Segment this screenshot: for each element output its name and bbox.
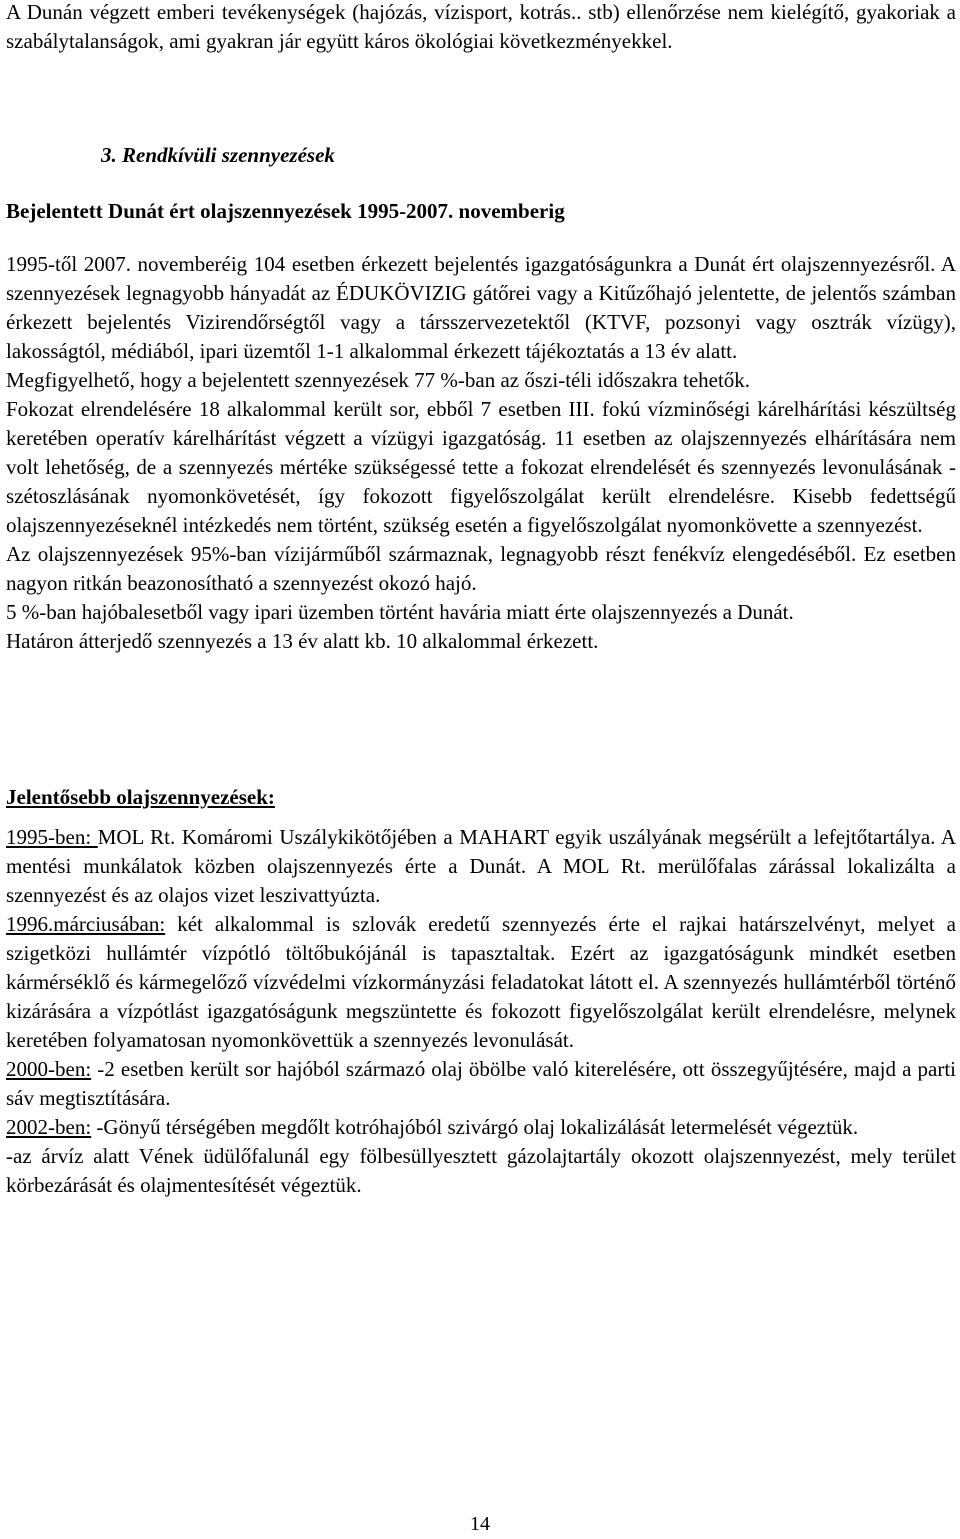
incident-text: MOL Rt. Komáromi Uszálykikötőjében a MAHART egyik uszályának megsérült a lefejtőtartálya. A mentési munkálatok közben olajszennyezés érte a Dunát. A MOL Rt. merülőfalas zárással lokalizálta a szennyezést és az olajos vizet leszivattyúzta.: [6, 825, 956, 907]
incident-text: két alkalommal is szlovák eredetű szennyezés érte el rajkai határszelvényt, melyet a szigetközi hullámtér vízpótló töltőbukójánál is tapasztaltak. Ezért az igazgatóságunk mindkét esetben kármérséklő és kármegelőző vízvédelmi vízkormányzási feladatokat látott el. A szennyezés hullámtérből történő kizárására a vízpótlást igazgatóságunk megszüntette és fokozott figyelőszolgálat került elrendelésre, melynek keretében folyamatosan nyomonkövettük a szennyezés levonulását.: [6, 912, 956, 1052]
incident-text: -Gönyű térségében megdőlt kotróhajóból szivárgó olaj lokalizálását letermelését végeztük.: [91, 1115, 859, 1139]
incident-label: 2002-ben:: [6, 1115, 92, 1139]
paragraph-vessel-sources: Az olajszennyezések 95%-ban vízijárműből származnak, legnagyobb részt fenékvíz elengedéséből. Ez esetben nagyon ritkán beazonosítható a szennyezést okozó hajó.: [6, 542, 956, 595]
page-number: 14: [470, 1513, 490, 1535]
incident-2000: [6, 1055, 956, 1113]
incident-text: -az árvíz alatt Vének üdülőfalunál egy fölbesüllyesztett gázolajtartály okozott olajszennyezést, mely terület körbezárását és olajmentesítését végeztük.: [6, 1144, 956, 1197]
incident-text: -2 esetben került sor hajóból származó olaj öbölbe való kiterelésére, ott összegyűjtésére, majd a parti sáv megtisztítására.: [6, 1057, 956, 1110]
notable-incidents-heading: Jelentősebb olajszennyezések:: [6, 785, 275, 809]
incident-2002: [6, 1113, 956, 1142]
paragraph-accidents: 5 %-ban hajóbalesetből vagy ipari üzemben történt havária miatt érte olajszennyezés a Dunát.: [6, 600, 794, 624]
incident-flood: [6, 1142, 956, 1200]
main-body: [6, 250, 956, 656]
paragraph-reports: 1995-től 2007. novemberéig 104 esetben érkezett bejelentés igazgatóságunkra a Dunát ért olajszennyezésről. A szennyezések legnagyobb hányadát az ÉDUKÖVIZIG gátőrei vagy a Kitűzőhajó jelentette, de jelentős számban érkezett bejelentés Vizirendőrségtől vagy a társszervezetektől (KTVF, pozsonyi vagy osztrák vízügy), lakosságtól, médiából, ipari üzemtől 1-1 alkalommal érkezett tájékoztatás a 13 év alatt.: [6, 252, 956, 363]
paragraph-cross-border: Határon átterjedő szennyezés a 13 év alatt kb. 10 alkalommal érkezett.: [6, 629, 599, 653]
incident-1996: [6, 910, 956, 1055]
incident-label: 1995-ben:: [6, 825, 98, 849]
intro-paragraph: A Dunán végzett emberi tevékenységek (hajózás, vízisport, kotrás.. stb) ellenőrzése nem kielégítő, gyakoriak a szabálytalanságok, ami gyakran jár együtt káros ökológiai következményekkel.: [6, 0, 956, 53]
incident-label: 2000-ben:: [6, 1057, 92, 1081]
paragraph-seasonal: Megfigyelhető, hogy a bejelentett szennyezések 77 %-ban az őszi-téli időszakra tehetők.: [6, 368, 751, 392]
incident-list: [6, 823, 956, 1200]
incident-1995: [6, 823, 956, 910]
incident-label: 1996.márciusában:: [6, 912, 166, 936]
section-heading: 3. Rendkívüli szennyezések: [101, 143, 335, 167]
paragraph-alert-levels: Fokozat elrendelésére 18 alkalommal került sor, ebből 7 esetben III. fokú vízminőségi kárelhárítási készültség keretében operatív kárelhárítást végzett a vízügyi igazgatóság. 11 esetben az olajszennyezés elhárítására nem volt lehetőség, de a szennyezés mértéke szükségessé tette a fokozat elrendelését és szennyezés levonulásának - szétoszlásának nyomonkövetését, így fokozott figyelőszolgálat került elrendelésre. Kisebb fedettségű olajszennyezéseknél intézkedés nem történt, szükség esetén a figyelőszolgálat nyomonkövette a szennyezést.: [6, 397, 956, 537]
subheading: Bejelentett Dunát ért olajszennyezések 1995-2007. novemberig: [6, 199, 565, 223]
